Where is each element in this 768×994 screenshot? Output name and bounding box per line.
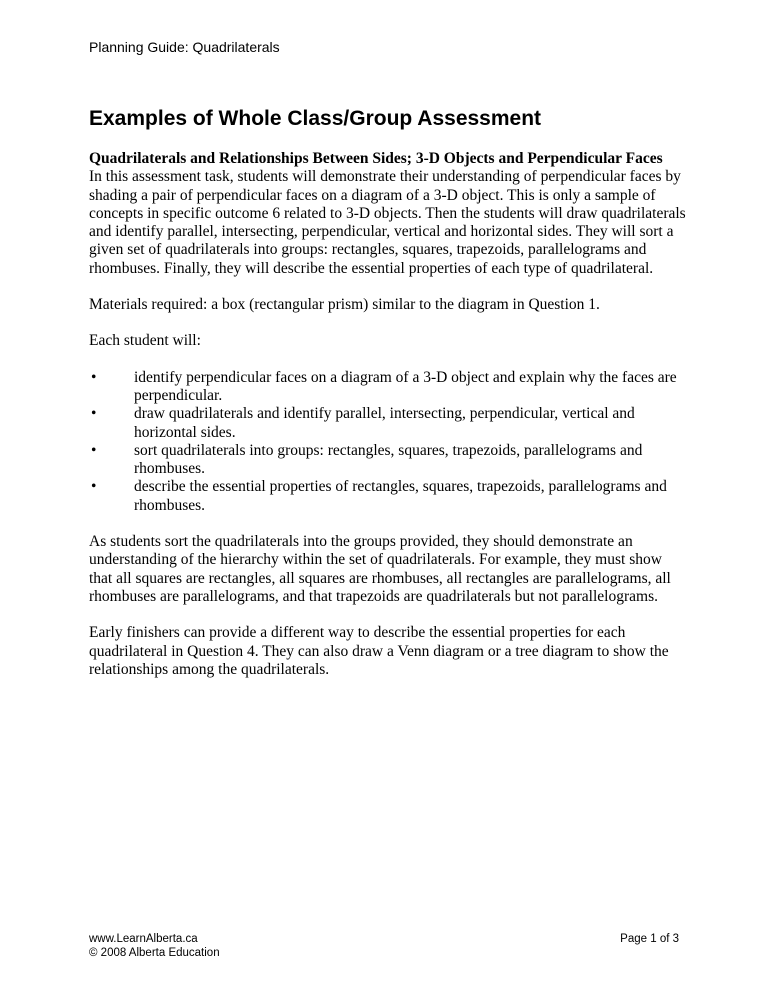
intro-text: In this assessment task, students will demonstrate their understanding of perpendicular faces by shading a pair of perpendicular faces on a diagram of a 3-D object. This is only a sample of concepts in specific outcome 6 related to 3-D objects. Then the students will draw quadrilaterals and identify parallel, intersecting, perpendicular, vertical and horizontal sides. They will sort a given set of quadrilaterals into groups: rectangles, squares, trapezoids, parallelograms and rhombuses. Finally, they will describe the essential properties of each type of quadrilateral. [89,168,686,277]
list-item-text: sort quadrilaterals into groups: rectangles, squares, trapezoids, parallelograms and rhombuses. [134,441,643,478]
list-item-text: draw quadrilaterals and identify parallel, intersecting, perpendicular, vertical and horizontal sides. [134,405,635,441]
footer-copyright: © 2008 Alberta Education [89,947,220,959]
footer-website: www.LearnAlberta.ca [89,933,198,945]
materials-paragraph: Materials required: a box (rectangular prism) similar to the diagram in Question 1. [89,296,600,314]
bullet-icon: • [91,405,97,423]
list-item [89,405,689,442]
footer-left [89,932,220,960]
bullet-icon: • [91,441,97,459]
early-finishers-paragraph: Early finishers can provide a different way to describe the essential properties for each quadrilateral in Question 4. They can also draw a Venn diagram or a tree diagram to show the relationships among the quadrilaterals. [89,624,669,678]
bullet-icon: • [91,368,97,386]
list-item [89,369,689,406]
page-title: Examples of Whole Class/Group Assessment [89,107,542,130]
list-item-text: identify perpendicular faces on a diagram of a 3-D object and explain why the faces are perpendicular. [134,368,677,404]
hierarchy-paragraph: As students sort the quadrilaterals into the groups provided, they should demonstrate an understanding of the hierarchy within the set of quadrilaterals. For example, they must show that all squares are rectangles, all squares are rhombuses, all rectangles are parallelograms, all rhombuses are parallelograms, and that trapezoids are quadrilaterals but not parallelograms. [89,533,671,605]
each-student-paragraph: Each student will: [89,332,201,350]
main-content [89,150,689,697]
bullet-icon: • [91,478,97,496]
section-heading: Quadrilaterals and Relationships Between Sides; 3-D Objects and Perpendicular Faces [89,150,663,167]
intro-paragraph [89,150,689,278]
list-item [89,478,689,515]
objectives-list [89,369,689,515]
page-number: Page 1 of 3 [620,933,679,945]
list-item [89,442,689,479]
running-header: Planning Guide: Quadrilaterals [89,39,280,55]
list-item-text: describe the essential properties of rectangles, squares, trapezoids, parallelograms and rhombuses. [134,478,667,514]
